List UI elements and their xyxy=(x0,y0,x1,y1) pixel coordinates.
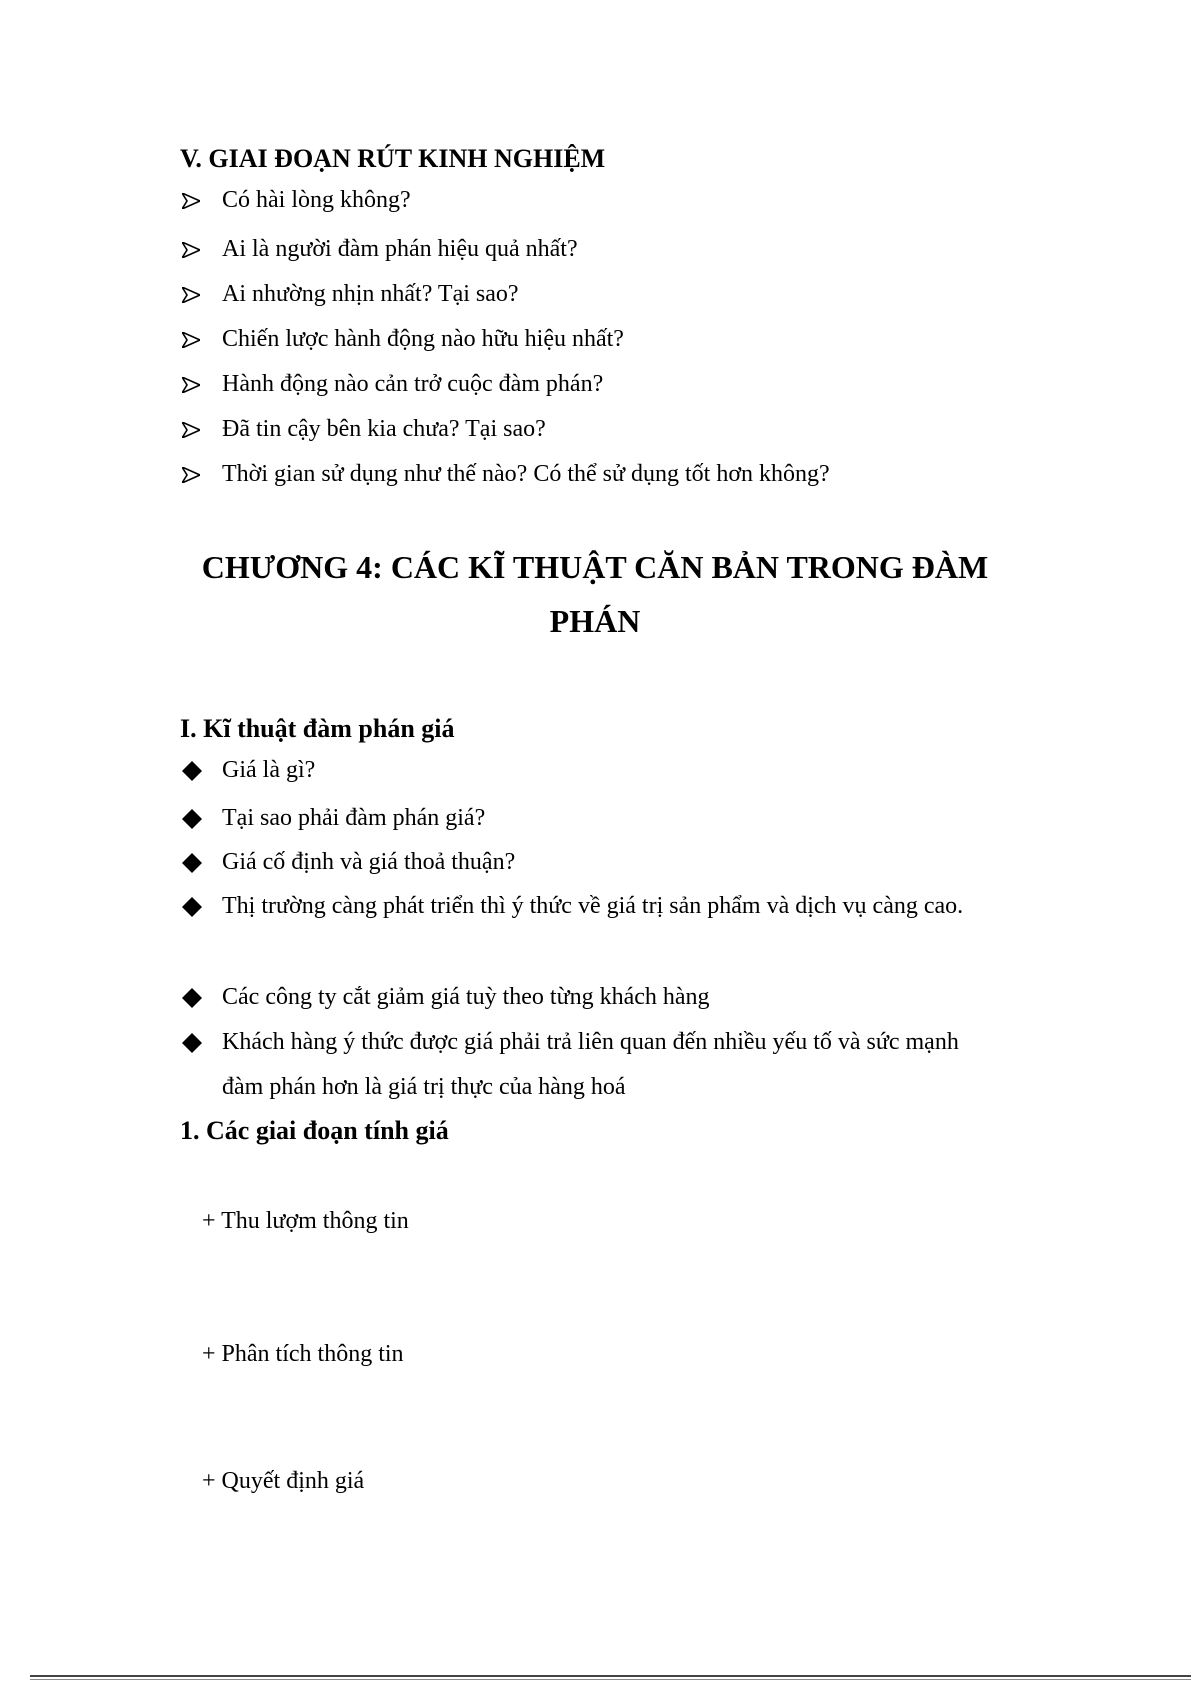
section-v-heading: V. GIAI ĐOẠN RÚT KINH NGHIỆM xyxy=(180,144,606,173)
list-item-text: Có hài lòng không? xyxy=(222,187,411,213)
diamond-bullet-icon xyxy=(180,840,210,885)
list-item-text: Giá là gì? xyxy=(222,757,316,783)
list-item xyxy=(180,975,1000,1020)
diamond-bullet-icon xyxy=(180,884,210,929)
step-item: + Phân tích thông tin xyxy=(202,1341,404,1367)
list-item-text: Tại sao phải đàm phán giá? xyxy=(222,805,486,831)
list-item xyxy=(180,178,1000,223)
list-item xyxy=(180,362,1000,407)
list-item-text: Giá cố định và giá thoả thuận? xyxy=(222,849,516,875)
arrowhead-bullet-icon xyxy=(180,317,210,362)
list-item xyxy=(180,840,1000,885)
list-item-text: Thời gian sử dụng như thế nào? Có thể sử dụng tốt hơn không? xyxy=(222,461,830,487)
subsection-1-heading: 1. Các giai đoạn tính giá xyxy=(180,1116,449,1145)
list-item-text: Thị trường càng phát triển thì ý thức về giá trị sản phẩm và dịch vụ càng cao. xyxy=(222,893,964,919)
arrowhead-bullet-icon xyxy=(180,227,210,272)
list-item-text: Ai là người đàm phán hiệu quả nhất? xyxy=(222,236,578,262)
diamond-bullet-icon xyxy=(180,796,210,841)
page-bottom-rule-thin xyxy=(30,1679,1191,1680)
step-item: + Quyết định giá xyxy=(202,1468,365,1494)
section-i-heading: I. Kĩ thuật đàm phán giá xyxy=(180,714,455,743)
chapter-title xyxy=(180,540,1010,648)
list-item xyxy=(180,317,1000,362)
arrowhead-bullet-icon xyxy=(180,452,210,497)
list-item-text: Ai nhường nhịn nhất? Tại sao? xyxy=(222,281,519,307)
chapter-title-line-1: CHƯƠNG 4: CÁC KĨ THUẬT CĂN BẢN TRONG ĐÀM xyxy=(201,549,989,585)
list-item xyxy=(180,452,1000,497)
list-item-text: Đã tin cậy bên kia chưa? Tại sao? xyxy=(222,416,546,442)
arrowhead-bullet-icon xyxy=(180,272,210,317)
list-item-text: Chiến lược hành động nào hữu hiệu nhất? xyxy=(222,326,624,352)
list-item-text: Khách hàng ý thức được giá phải trả liên quan đến nhiều yếu tố và sức mạnh đàm phán hơn là giá trị thực của hàng hoá xyxy=(222,1029,959,1100)
arrowhead-bullet-icon xyxy=(180,362,210,407)
list-item-text: Các công ty cắt giảm giá tuỳ theo từng khách hàng xyxy=(222,984,710,1010)
chapter-title-line-2: PHÁN xyxy=(549,603,641,639)
diamond-bullet-icon xyxy=(180,975,210,1020)
arrowhead-bullet-icon xyxy=(180,407,210,452)
list-item xyxy=(180,1020,1000,1110)
diamond-bullet-icon xyxy=(180,1020,210,1065)
list-item xyxy=(180,748,1000,793)
list-item xyxy=(180,272,1000,317)
list-item-text: Hành động nào cản trở cuộc đàm phán? xyxy=(222,371,604,397)
list-item xyxy=(180,796,1000,841)
page-bottom-rule xyxy=(30,1675,1191,1677)
list-item xyxy=(180,227,1000,272)
list-item xyxy=(180,884,1000,929)
arrowhead-bullet-icon xyxy=(180,178,210,223)
step-item: + Thu lượm thông tin xyxy=(202,1208,409,1234)
diamond-bullet-icon xyxy=(180,748,210,793)
list-item xyxy=(180,407,1000,452)
